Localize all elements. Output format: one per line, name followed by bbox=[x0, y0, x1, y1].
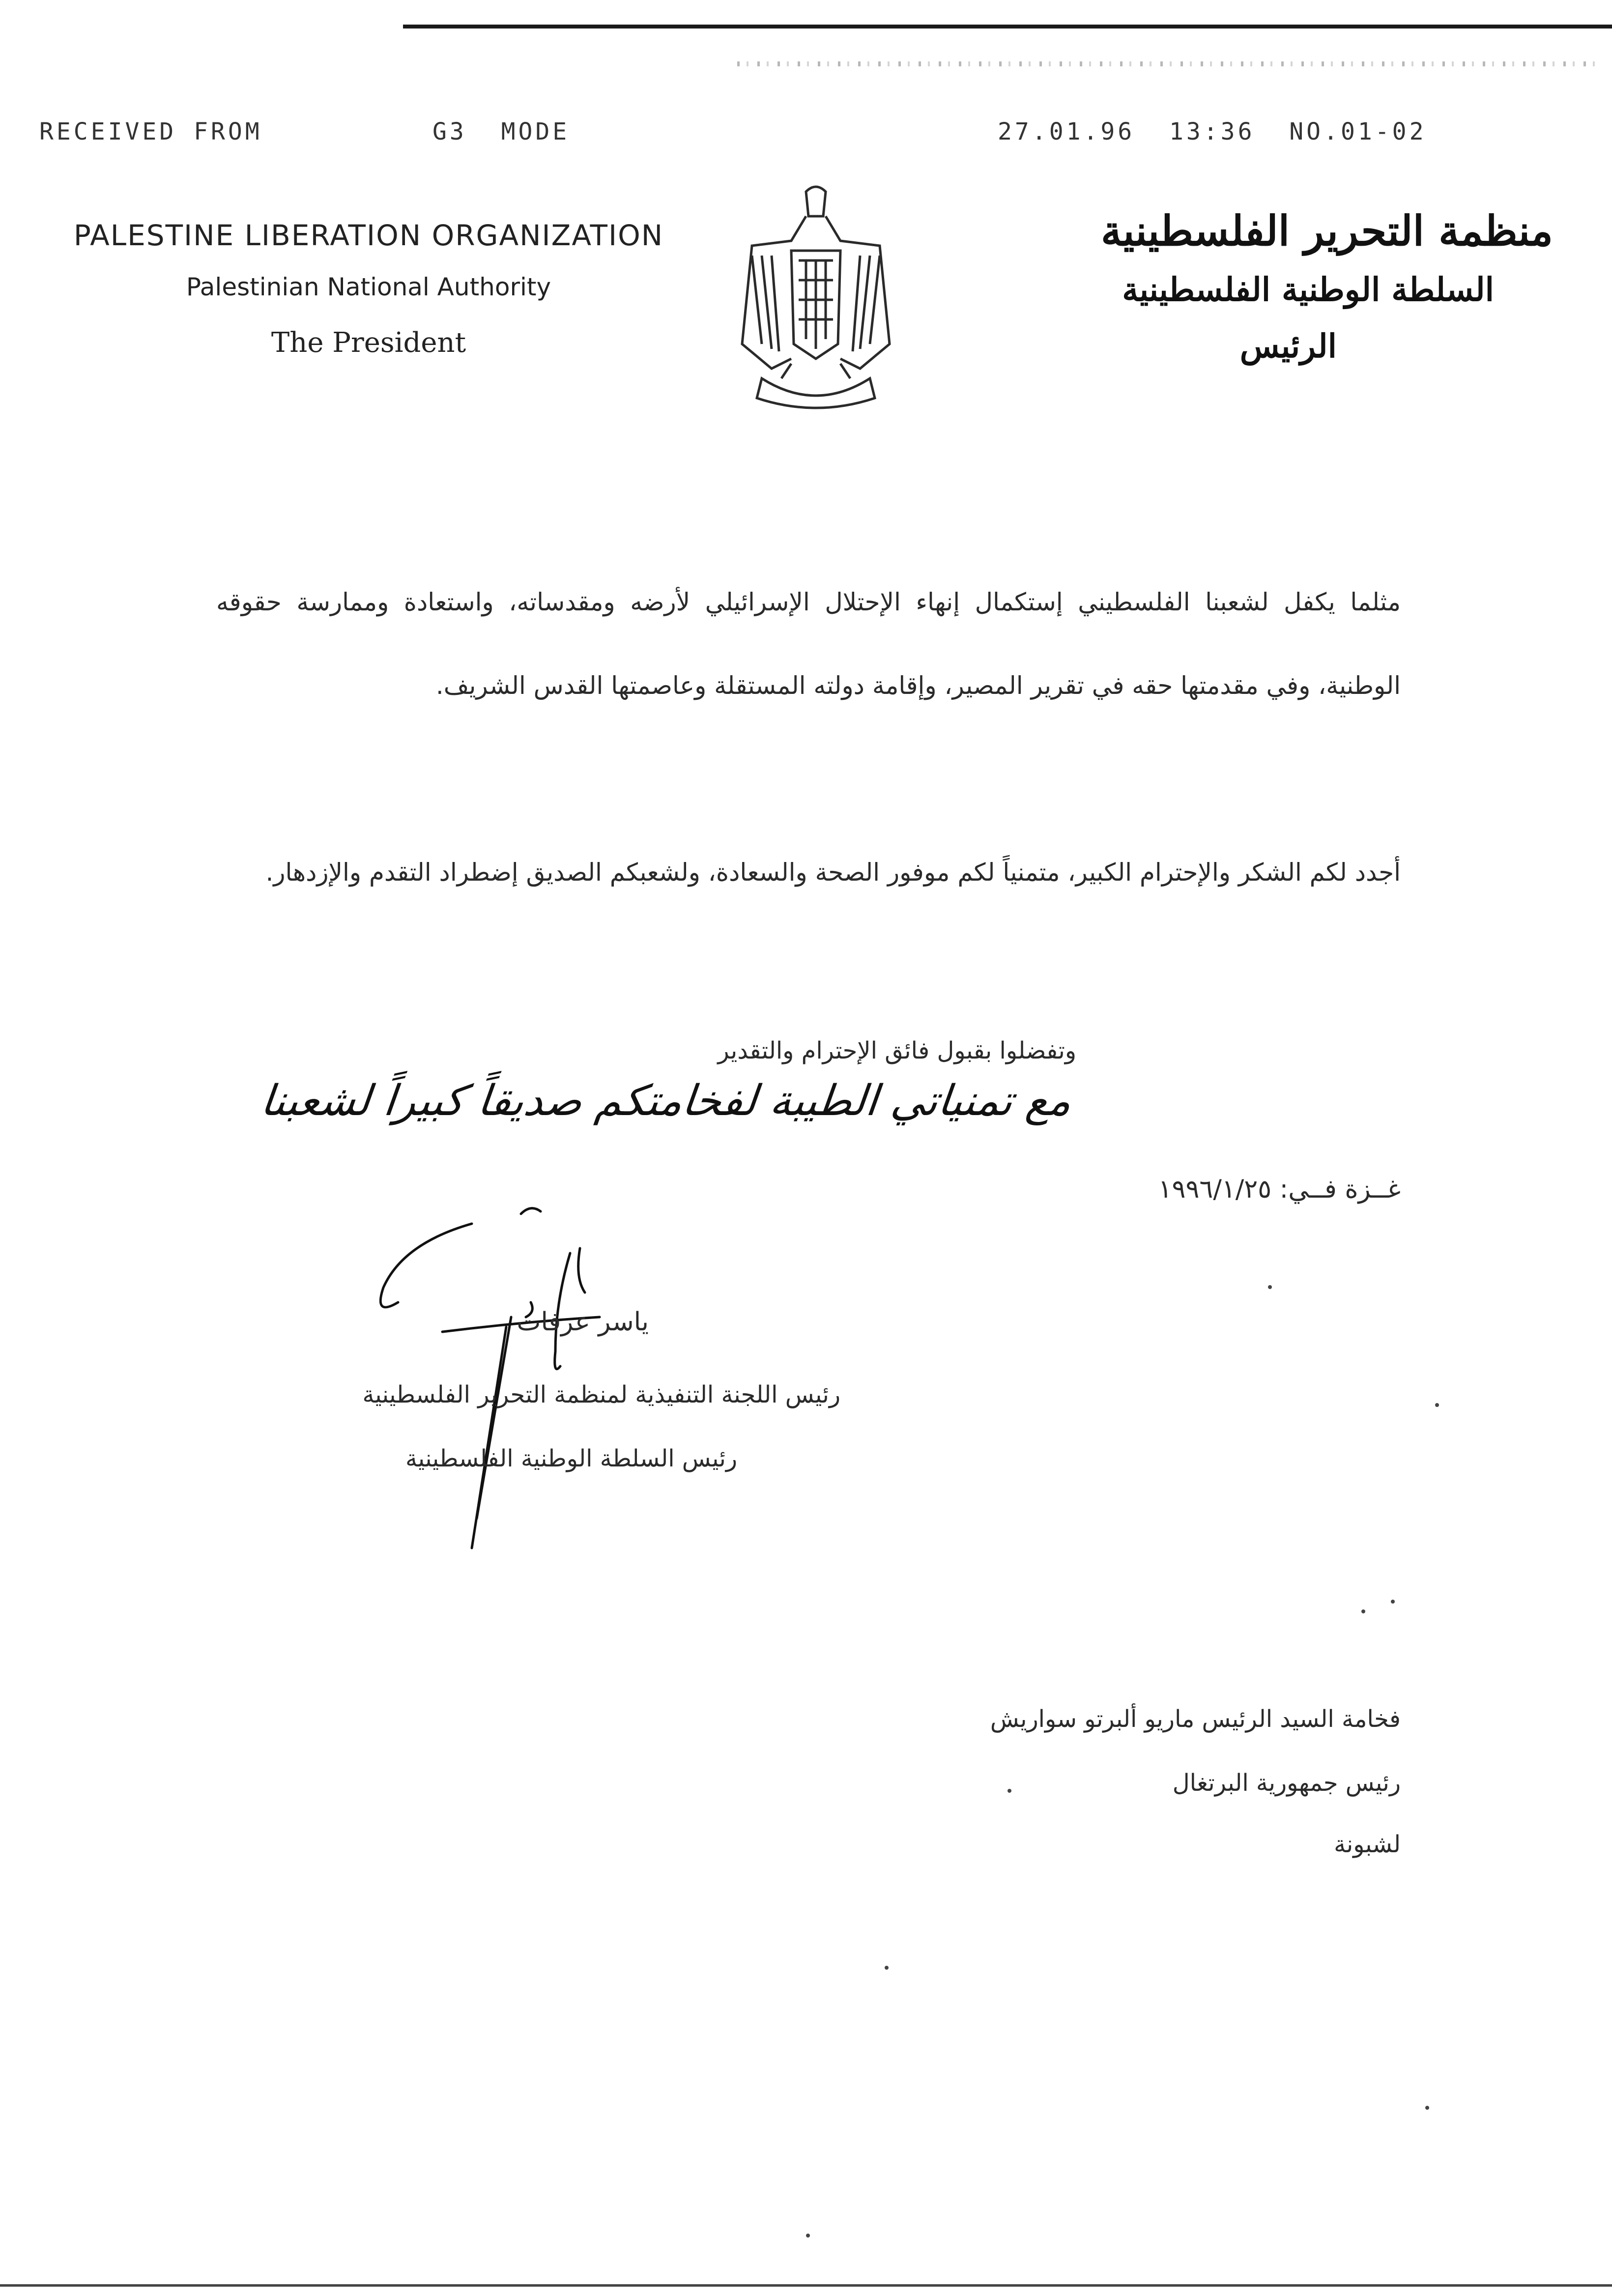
fax-top-rule bbox=[403, 25, 1612, 29]
fax-bottom-rule bbox=[0, 2284, 1612, 2287]
letterhead-english-organization: PALESTINE LIBERATION ORGANIZATION bbox=[73, 219, 664, 252]
signatory-title-2: رئيس السلطة الوطنية الفلسطينية bbox=[405, 1445, 737, 1472]
fax-scan-noise bbox=[737, 61, 1597, 66]
scan-speck bbox=[1361, 1609, 1365, 1613]
letterhead-arabic-authority: السلطة الوطنية الفلسطينية bbox=[1122, 270, 1494, 309]
letterhead-arabic-organization: منظمة التحرير الفلسطينية bbox=[1100, 206, 1553, 255]
recipient-line-3: لشبونة bbox=[1334, 1831, 1401, 1858]
scan-speck bbox=[885, 1966, 889, 1970]
eagle-emblem-icon bbox=[732, 182, 899, 418]
date-line: غــزة فــي: ١٩٩٦/١/٢٥ bbox=[1158, 1175, 1401, 1204]
signatory-title-1: رئيس اللجنة التنفيذية لمنظمة التحرير الفلسطينية bbox=[362, 1381, 840, 1408]
recipient-line-1: فخامة السيد الرئيس ماريو ألبرتو سواريش bbox=[990, 1705, 1401, 1733]
scan-speck bbox=[806, 2234, 810, 2238]
letterhead-english-authority: Palestinian National Authority bbox=[186, 273, 551, 301]
scan-speck bbox=[1425, 2106, 1429, 2110]
fax-timestamp: 27.01.96 13:36 NO.01-02 bbox=[998, 118, 1427, 145]
scan-speck bbox=[1268, 1285, 1272, 1289]
body-paragraph-1: مثلما يكفل لشعبنا الفلسطيني إستكمال إنهاء الإحتلال الإسرائيلي لأرضه ومقدساته، واستعادة وممارسة حقوقه الوطنية، وفي مقدمتها حقه في تقرير المصير، وإقامة دولته المستقلة وعاصمتها القدس الشريف. bbox=[216, 588, 1401, 700]
fax-mode: G3 MODE bbox=[432, 118, 570, 145]
scan-speck bbox=[1008, 1789, 1011, 1793]
scan-speck bbox=[1435, 1403, 1439, 1407]
letterhead-arabic-office: الرئيس bbox=[1239, 327, 1337, 365]
handwritten-note: مع تمنياتي الطيبة لفخامتكم صديقاً كبيراً لشعبنا bbox=[259, 1076, 1074, 1125]
closing-line: وتفضلوا بقبول فائق الإحترام والتقدير bbox=[718, 1037, 1076, 1064]
letterhead-english-office: The President bbox=[271, 327, 466, 359]
recipient-line-2: رئيس جمهورية البرتغال bbox=[1172, 1769, 1401, 1797]
scan-speck bbox=[1391, 1600, 1395, 1604]
signatory-name: ياسر عرفات bbox=[517, 1307, 649, 1337]
body-paragraph-2: أجدد لكم الشكر والإحترام الكبير، متمنياً لكم موفور الصحة والسعادة، ولشعبكم الصديق إضطراد التقدم والإزدهار. bbox=[265, 858, 1401, 887]
fax-received-from: RECEIVED FROM bbox=[39, 118, 262, 145]
